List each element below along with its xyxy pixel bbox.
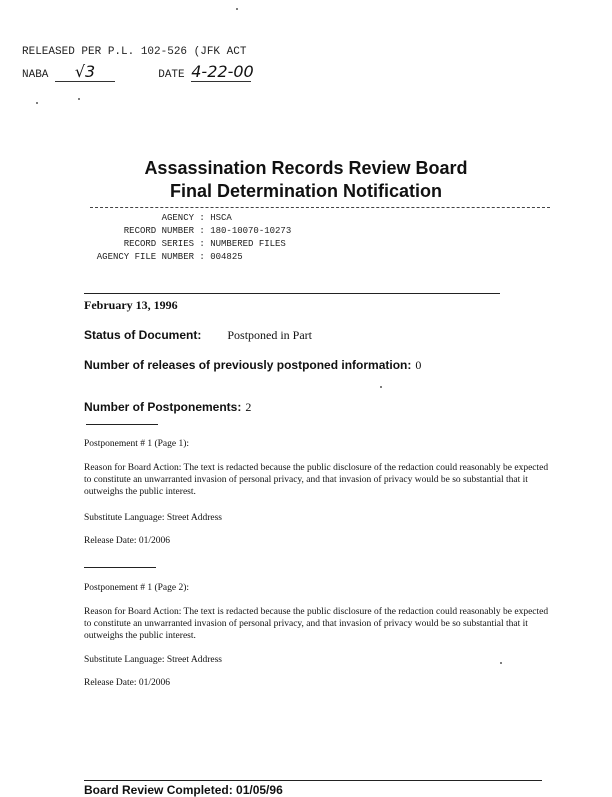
status-value: Postponed in Part [227, 328, 313, 342]
naba-handwritten-value: √3 [55, 62, 115, 82]
postponement-substitute: Substitute Language: Street Address [84, 655, 222, 665]
postponements-row [84, 398, 251, 416]
record-label: AGENCY [161, 213, 194, 223]
postponement-release-date: Release Date: 01/2006 [84, 678, 171, 688]
status-row [84, 326, 312, 344]
record-value: HSCA [210, 213, 232, 223]
record-divider [84, 293, 500, 294]
postponement-substitute: Substitute Language: Street Address [84, 513, 222, 523]
scan-speck [36, 102, 38, 104]
stamp-date-handwritten-value: 4-22-00 [191, 62, 254, 81]
scan-speck [380, 386, 382, 388]
record-value: 180-10070-10273 [210, 226, 292, 236]
scan-speck [78, 98, 80, 100]
postponement-reason: Reason for Board Action: The text is redacted because the public disclosure of the redaction could reasonably be expected to constitute an unwarranted invasion of personal privacy, and that invasion of privacy would be so substantial that it outweighs the public interest. [84, 463, 549, 497]
releases-label: Number of releases of previously postponed information: [84, 358, 412, 372]
footer-divider [84, 780, 542, 781]
postponement-heading: Postponement # 1 (Page 1): [84, 439, 190, 449]
record-value: 004825 [210, 252, 243, 262]
document-date: February 13, 1996 [84, 298, 178, 312]
scan-speck [236, 8, 238, 10]
section-rule [86, 424, 158, 425]
record-row: AGENCY FILE NUMBER : 004825 [0, 252, 243, 262]
record-value: NUMBERED FILES [210, 239, 286, 249]
header-divider [90, 207, 550, 208]
record-label: RECORD NUMBER [123, 226, 194, 236]
status-label: Status of Document: [84, 328, 202, 342]
postponement-heading: Postponement # 1 (Page 2): [84, 583, 190, 593]
record-label: AGENCY FILE NUMBER [96, 252, 194, 262]
stamp-date-label: DATE [158, 69, 185, 81]
naba-row [22, 62, 254, 82]
postponements-value: 2 [245, 400, 252, 414]
releases-value: 0 [415, 358, 422, 372]
section-rule [84, 567, 156, 568]
postponement-reason: Reason for Board Action: The text is redacted because the public disclosure of the redaction could reasonably be expected to constitute an unwarranted invasion of personal privacy, and that invasion of privacy would be so substantial that it outweighs the public interest. [84, 607, 549, 641]
page-title: Assassination Records Review Board [144, 158, 468, 178]
postponements-label: Number of Postponements: [84, 400, 242, 414]
record-row: AGENCY : HSCA [0, 213, 232, 223]
page-subtitle: Final Determination Notification [169, 181, 442, 201]
naba-label: NABA [22, 69, 49, 81]
release-stamp-text: RELEASED PER P.L. 102-526 (JFK ACT [22, 46, 247, 58]
record-label: RECORD SERIES [123, 239, 194, 249]
board-review-completed: Board Review Completed: 01/05/96 [84, 783, 283, 797]
releases-row [84, 356, 421, 374]
release-stamp [22, 46, 246, 58]
postponement-release-date: Release Date: 01/2006 [84, 536, 171, 546]
record-row: RECORD NUMBER : 180-10070-10273 [0, 226, 291, 236]
scan-speck [500, 662, 502, 664]
record-row: RECORD SERIES : NUMBERED FILES [0, 239, 286, 249]
